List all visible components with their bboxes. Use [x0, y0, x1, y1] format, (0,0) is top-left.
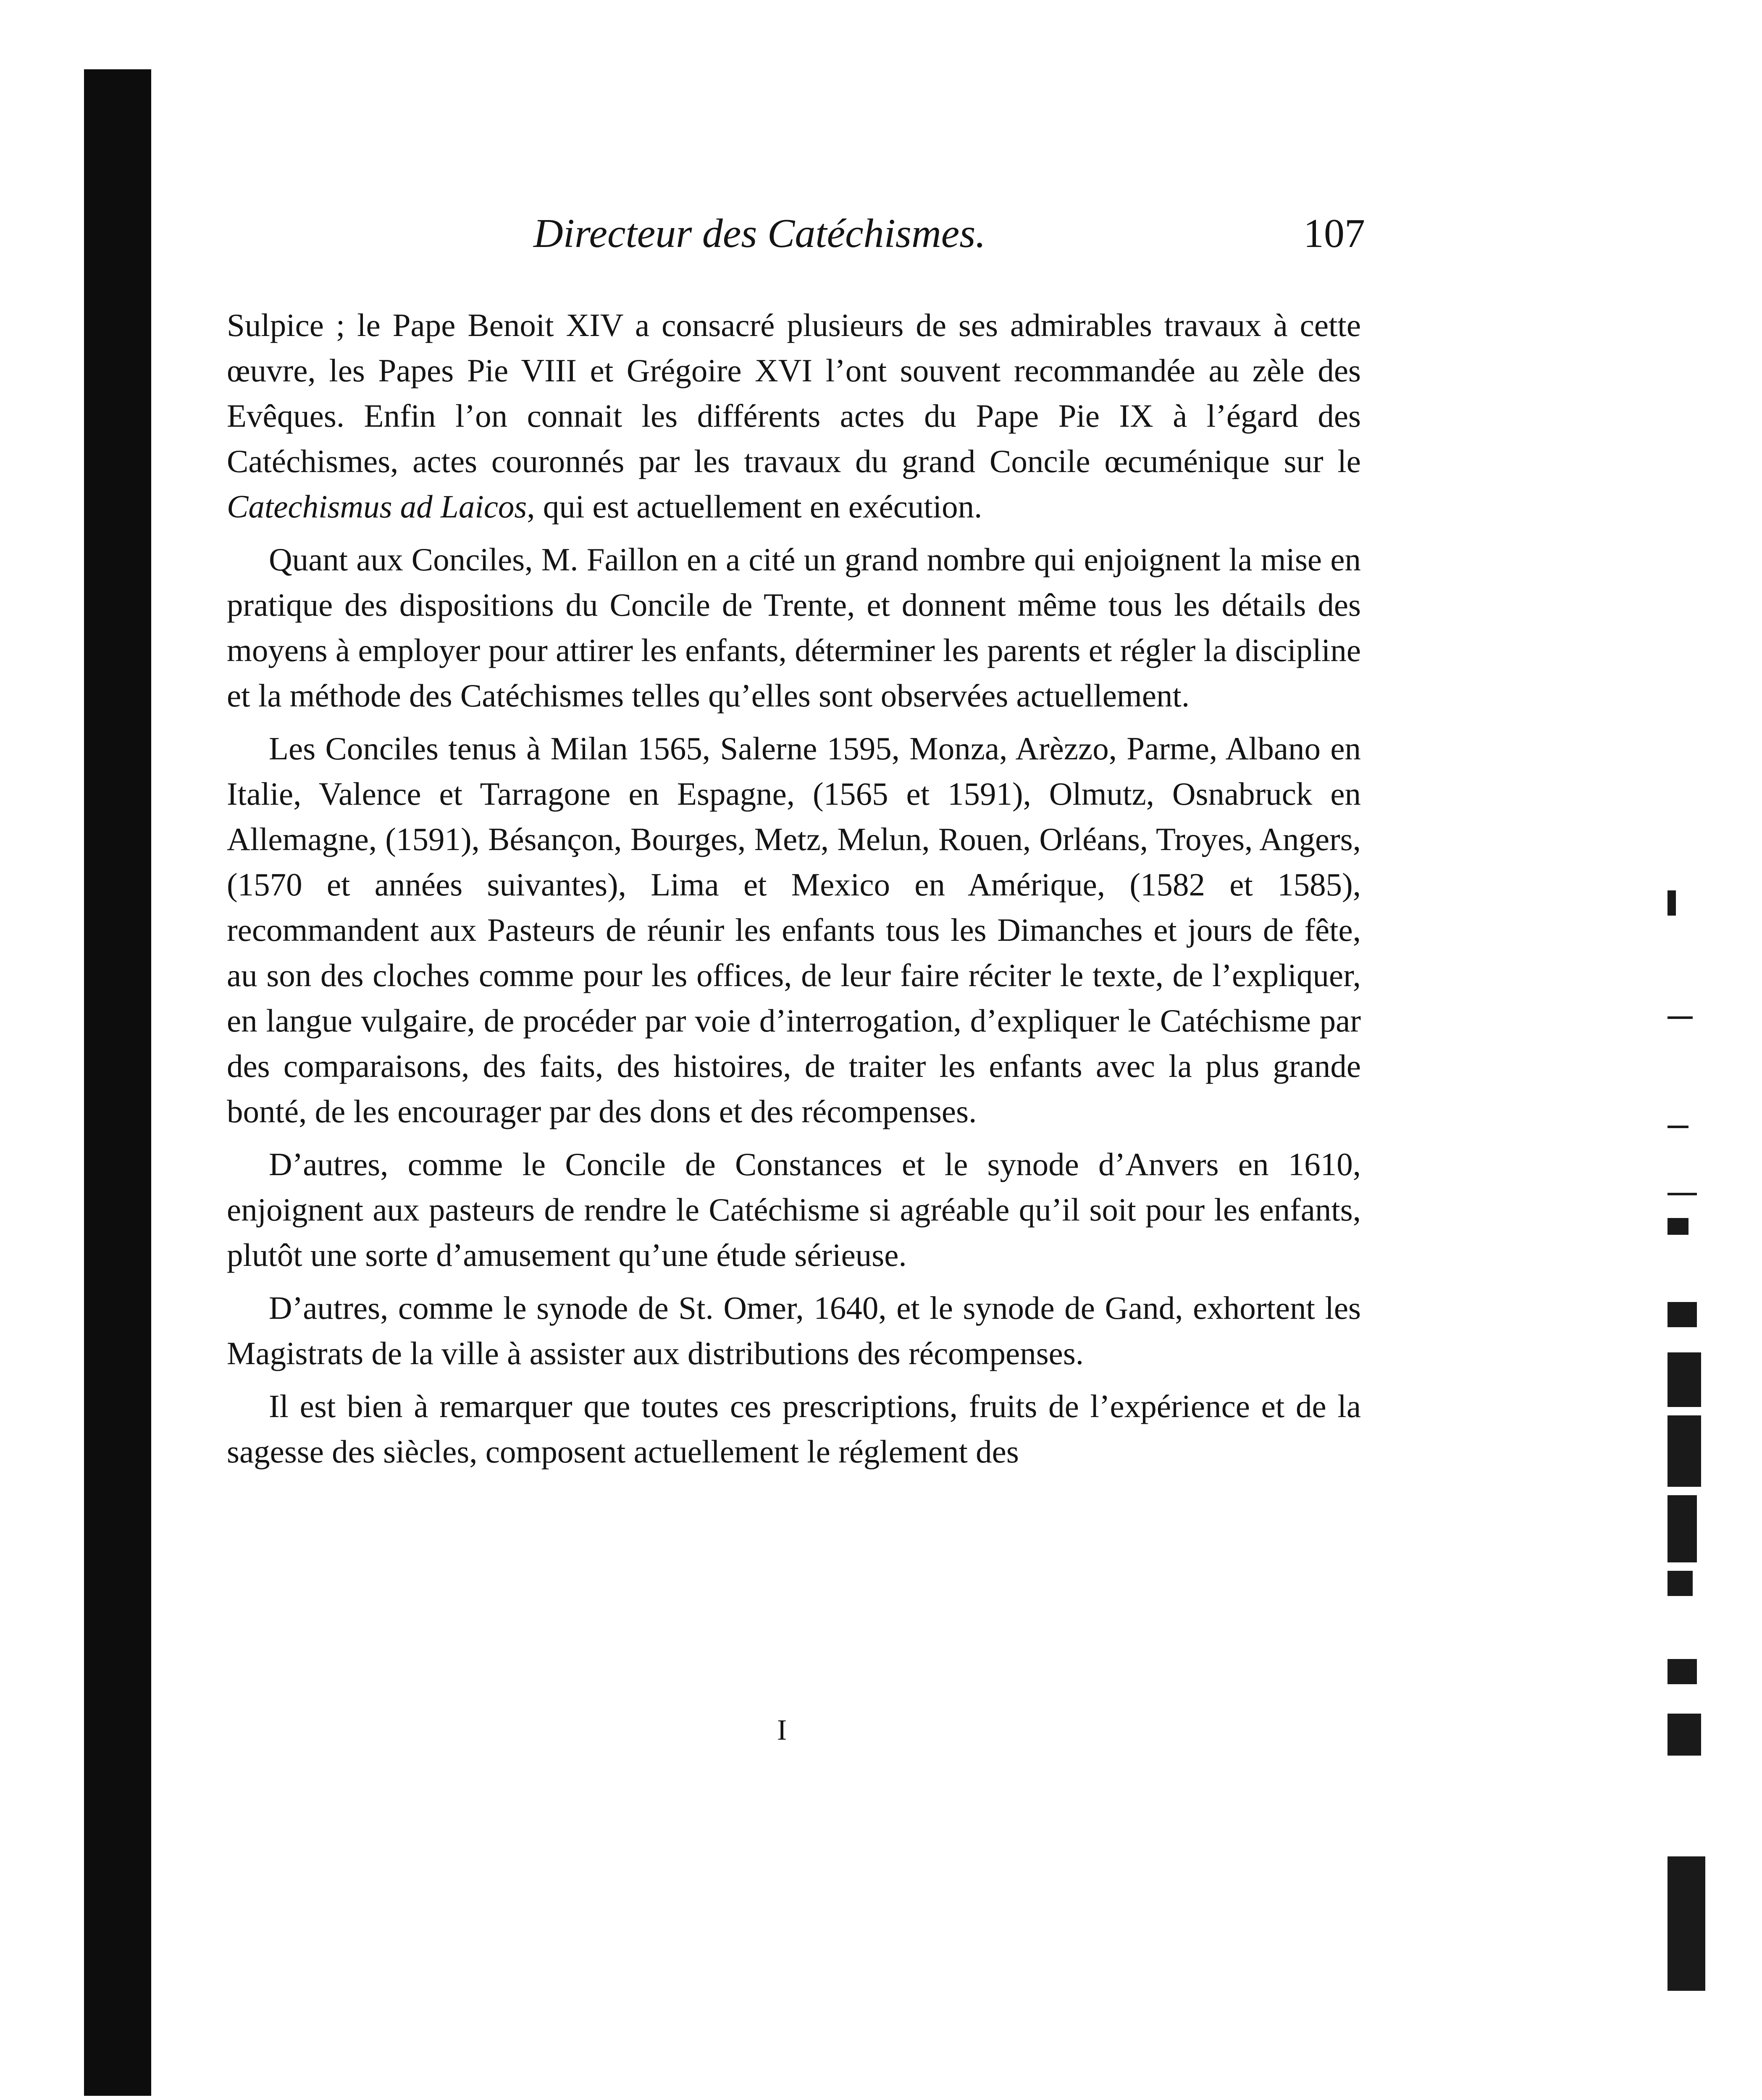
- paragraph-6: Il est bien à remarquer que toutes ces prescriptions, fruits de l’expérience et de la sagesse des siècles, composent actuellement le réglement des: [227, 1388, 1361, 1470]
- scan-mark: [1667, 1126, 1688, 1128]
- binding-shadow: [84, 69, 151, 2096]
- paragraph-1-text: Sulpice ; le Pape Benoit XIV a consacré plusieurs de ses admirables travaux à cette œuvre, les Papes Pie VIII et Grégoire XVI l’ont souvent recommandée au zèle des Evêques. Enfin l’on connait les différents actes du Pape Pie IX à l’égard des Catéchismes, actes couronnés par les travaux du grand Concile œcuménique sur le: [227, 307, 1361, 479]
- paragraph-1-end: , qui est actuellement en exécution.: [527, 488, 982, 525]
- paragraph-2: Quant aux Conciles, M. Faillon en a cité un grand nombre qui enjoignent la mise en pratique des dispositions du Concile de Trente, et donnent même tous les détails des moyens à employer pour attirer les enfants, déterminer les parents et régler la discipline et la méthode des Catéchismes telles qu’elles sont observées actuellement.: [227, 541, 1361, 714]
- scan-mark: [1667, 1193, 1697, 1195]
- scan-mark: [1667, 1218, 1688, 1235]
- page-header: [533, 210, 1365, 277]
- paragraph-4: D’autres, comme le Concile de Constances et le synode d’Anvers en 1610, enjoignent aux pasteurs de rendre le Catéchisme si agréable qu’il soit pour les enfants, plutôt une sorte d’amusement qu’une étude sérieuse.: [227, 1146, 1361, 1273]
- scan-edge-marks: [1667, 890, 1714, 2075]
- paragraph-1: [227, 302, 1361, 529]
- signature-mark: I: [777, 1714, 787, 1746]
- running-title: Directeur des Catéchismes.: [533, 211, 986, 256]
- scan-mark: [1667, 1659, 1697, 1684]
- scan-mark: [1667, 1856, 1705, 1991]
- page-number: 107: [1303, 211, 1365, 256]
- scan-mark: [1667, 1352, 1701, 1407]
- paragraph-5: D’autres, comme le synode de St. Omer, 1640, et le synode de Gand, exhortent les Magistrats de la ville à assister aux distributions des récompenses.: [227, 1290, 1361, 1371]
- paragraph-3: Les Conciles tenus à Milan 1565, Salerne 1595, Monza, Arèzzo, Parme, Albano en Italie, Valence et Tarragone en Espagne, (1565 et 1591), Olmutz, Osnabruck en Allemagne, (1591), Bésançon, Bourges, Metz, Melun, Rouen, Orléans, Troyes, Angers, (1570 et années suivantes), Lima et Mexico en Amérique, (1582 et 1585), recommandent aux Pasteurs de réunir les enfants tous les Dimanches et jours de fête, au son des cloches comme pour les offices, de leur faire réciter le texte, de l’expliquer, en langue vulgaire, de procéder par voie d’interrogation, d’expliquer le Catéchisme par des comparaisons, des faits, des histoires, de traiter les enfants avec la plus grande bonté, de les encourager par des dons et des récompenses.: [227, 730, 1361, 1129]
- body-text: [227, 302, 1361, 1482]
- scan-mark: [1667, 1016, 1693, 1019]
- scan-mark: [1667, 1415, 1701, 1487]
- scan-mark: [1667, 1714, 1701, 1756]
- scan-mark: [1667, 890, 1676, 916]
- scan-mark: [1667, 1495, 1697, 1562]
- scan-mark: [1667, 1302, 1697, 1327]
- scan-mark: [1667, 1571, 1693, 1596]
- catechism-title-italic: Catechismus ad Laicos: [227, 488, 527, 525]
